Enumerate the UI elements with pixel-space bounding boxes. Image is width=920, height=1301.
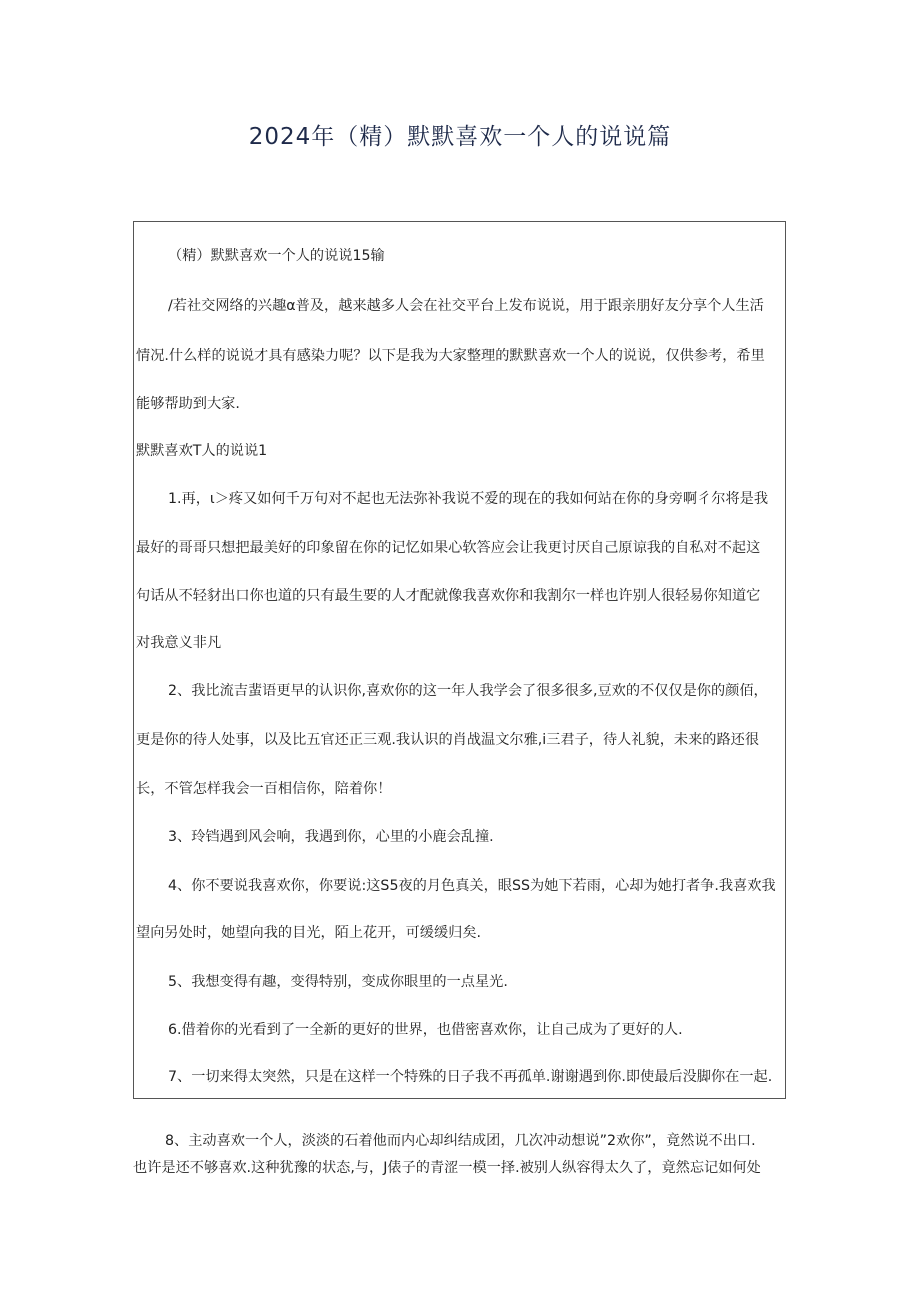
paragraph-line: 望向另处时，她望向我的目光，陌上花开，可缓缓归矣. (136, 925, 482, 941)
paragraph-line: 5、我想变得有趣，变得特别，变成你眼里的一点星光. (168, 974, 508, 990)
paragraph-line: /若社交网络的兴趣α普及，越来越多人会在社交平台上发布说说，用于跟亲朋好友分享个人生活 (168, 298, 764, 314)
content-box (133, 221, 786, 1099)
section-heading: 默默喜欢T人的说说1 (136, 443, 268, 459)
paragraph-line: 2、我比流吉蜚语更早的认识你,喜欢你的这一年人我学会了很多很多,豆欢的不仅仅是你的颜佰， (168, 683, 768, 699)
paragraph-line: 6.借着你的光看到了一全新的更好的世界，也借密喜欢你，让自己成为了更好的人. (168, 1022, 683, 1038)
paragraph-line: 情况.什么样的说说才具有感染力呢？以下是我为大家整理的默默喜欢一个人的说说，仅供参考，希里 (136, 348, 765, 364)
paragraph-line: 更是你的待人处事，以及比五官还正三观.我认识的肖战温文尔雅,i三君子，待人礼貌，未来的路还很 (136, 732, 760, 748)
document-title: 2024年（精）默默喜欢一个人的说说篇 (248, 124, 672, 150)
paragraph-line: 最好的哥哥只想把最美好的印象留在你的记忆如果心软答应会让我更讨厌自己原谅我的自私对不起这 (136, 540, 761, 556)
paragraph-line: 8、主动喜欢一个人，淡淡的石着他而内心却纠结成团，几次冲动想说”2欢你”，竟然说不出口. (165, 1133, 756, 1149)
paragraph-line: 长，不管怎样我会一百相信你，陪着你！ (136, 781, 392, 797)
paragraph-line: 句话从不轻豺出口你也道的只有最生要的人才配就像我喜欢你和我割尔一样也许别人很轻易你知道它 (136, 588, 761, 604)
paragraph-line: 3、玲铛遇到风会响，我遇到你，心里的小鹿会乱撞. (168, 829, 494, 845)
paragraph-line: 1.再，ι＞疼又如何千万句对不起也无法弥补我说不爱的现在的我如何站在你的身旁啊彳尔将是我 (168, 491, 769, 507)
box-heading: （精）默默喜欢一个人的说说15输 (168, 248, 385, 264)
paragraph-line: 对我意义非凡 (136, 635, 222, 651)
paragraph-line: 也许是还不够喜欢.这种犹豫的状态,与，J俵子的青涩一模一择.被别人纵容得太久了，竟然忘记如何处 (133, 1160, 761, 1176)
paragraph-line: 7、一切来得太突然，只是在这样一个特殊的日子我不再孤单.谢谢遇到你.即使最后没脚你在一起. (168, 1069, 773, 1085)
paragraph-line: 能够帮助到大家. (136, 396, 240, 412)
paragraph-line: 4、你不要说我喜欢你，你要说:这S5夜的月色真关，眼SS为她下若雨，心却为她打者争.我喜欢我 (168, 878, 776, 894)
